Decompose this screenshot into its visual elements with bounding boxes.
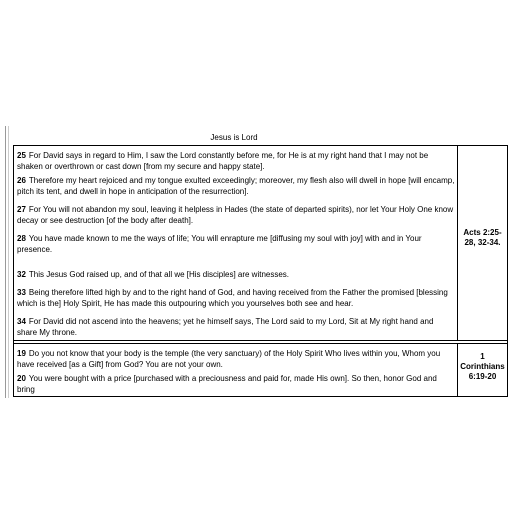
page-margin-line xyxy=(5,126,6,398)
verse xyxy=(17,204,455,226)
verse-number: 25 xyxy=(17,151,26,160)
verse xyxy=(17,175,455,197)
passage-row-acts xyxy=(14,146,507,341)
verses-cell xyxy=(14,344,458,397)
verse-number: 28 xyxy=(17,234,26,243)
verse-text: Therefore my heart rejoiced and my tongue exulted exceedingly; moreover, my flesh also will dwell in hope [will encamp, pitch its tent, and dwell in hope in anticipation of the resurrection]. xyxy=(17,176,455,196)
verse-number: 27 xyxy=(17,205,26,214)
passage-reference: Acts 2:25-28, 32-34. xyxy=(463,228,502,247)
verse-number: 33 xyxy=(17,288,26,297)
verse xyxy=(17,150,455,172)
verse-number: 26 xyxy=(17,176,26,185)
verse-text: You were bought with a price [purchased with a preciousness and paid for, made His own]. So then, honor God and bring xyxy=(17,374,437,394)
reference-cell xyxy=(458,146,507,340)
verses-cell xyxy=(14,146,458,340)
verse xyxy=(17,373,455,395)
verse-text: For You will not abandon my soul, leaving it helpless in Hades (the state of departed spirits), nor let Your Holy One know decay or see destruction [of the body after death]. xyxy=(17,205,454,225)
verse-text: For David did not ascend into the heavens; yet he himself says, The Lord said to my Lord, Sit at My right hand and share My throne. xyxy=(17,317,434,337)
verse xyxy=(17,233,455,255)
verse-text: You have made known to me the ways of life; You will enrapture me [diffusing my soul with joy] with and in Your presence. xyxy=(17,234,422,254)
scripture-table xyxy=(13,145,508,397)
verse-number: 19 xyxy=(17,349,26,358)
passage-row-corinthians xyxy=(14,343,507,397)
document-title: Jesus is Lord xyxy=(210,133,258,142)
verse xyxy=(17,316,455,338)
verse-text: This Jesus God raised up, and of that all we [His disciples] are witnesses. xyxy=(28,270,290,279)
verse xyxy=(17,287,455,309)
verse-text: For David says in regard to Him, I saw the Lord constantly before me, for He is at my right hand that I may not be shaken or overthrown or cast down [from my secure and happy state]. xyxy=(17,151,429,171)
verse-text: Being therefore lifted high by and to the right hand of God, and having received from the Father the promised [blessing which is the] Holy Spirit, He has made this outpouring which you yourselves both see and hear. xyxy=(17,288,448,308)
verse-number: 20 xyxy=(17,374,26,383)
page-margin-line-inner xyxy=(8,126,9,398)
verse-number: 32 xyxy=(17,270,26,279)
verse xyxy=(17,348,455,370)
verse xyxy=(17,269,455,280)
reference-cell xyxy=(458,344,507,397)
passage-reference: 1 Corinthians 6:19-20 xyxy=(460,352,505,381)
verse-number: 34 xyxy=(17,317,26,326)
verse-text: Do you not know that your body is the temple (the very sanctuary) of the Holy Spirit Who lives within you, Whom you have received [as a Gift] from God? You are not your own. xyxy=(17,349,441,369)
